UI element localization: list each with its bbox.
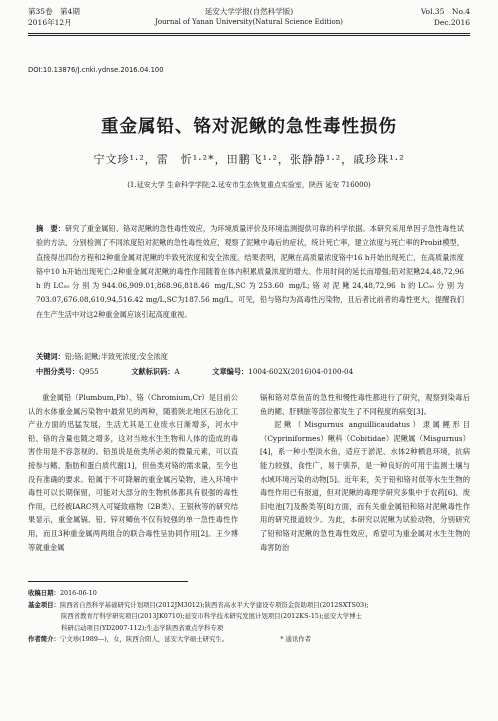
article-id-value: 1004-602X(2016)04-0100-04 [248, 367, 354, 376]
keywords-text: 铅;铬;泥鳅;半致死浓度;安全浓度 [64, 352, 168, 361]
body-column-right [260, 391, 470, 554]
clc-label: 中图分类号： [36, 367, 80, 376]
fund-line: 科研启动项目(YD2007-112);生态学陕西省重点学科专项 [61, 623, 224, 632]
header-rule-thin [28, 35, 470, 36]
classification-line [36, 367, 464, 377]
author-bio-label: 作者简介： [28, 635, 60, 643]
body-paragraph: 泥鳅（Misgurnus anguillicaudatus）隶属鲤形目（Cypriniformes）鳅科（Cobitidae）泥鳅属（Misgurnus）[4]，系一种小型淡水鱼，适应于淤泥、水体2种栖息环境，抗病能力较强，食性广，易于驯养，是一种良好的可用于监测土壤与水域环境污染的动物[5]。近年来，关于铅和铬对低等水生生物的毒性作用已有报道，但对泥鳅的毒理学研究多集中于农药[6]、废旧电池[7]及酚类等[8]方面，而有关重金属铅和铬对泥鳅毒性作用的研究报道较少。为此，本研究以泥鳅为试验动物，分别研究了铅和铬对泥鳅的急性毒性效应，希望可为重金属对水生生物的毒害防治 [260, 420, 470, 552]
footnote-rule [28, 581, 188, 582]
fund-line: 陕西省教育厅科学研究项目(2013JK0710);延安市科学技术研究发展计划项目(2012KS-15);延安大学博士 [61, 612, 362, 620]
body-paragraph: 镉和铬对草鱼苗的急性和慢性毒性都进行了研究，观察到染毒后鱼的鳃、肝胰脏等部位都发生了不同程度的病变[3]。 [260, 393, 470, 416]
doi: DOI:10.13876/J.cnki.ydnse.2016.04.100 [28, 66, 164, 74]
volume-issue-cn: 第35卷 第4期 [28, 7, 80, 16]
author-list: 宁文珍¹·²，雷 忻¹·²*，田鹏飞¹·²，张静静¹·²，戚珍珠¹·² [93, 153, 405, 166]
footnotes [28, 588, 470, 646]
fund-line: 陕西省自然科学基础研究计划项目(2012JM3012);陕西省高水平大学建设专项资金资助项目(2012SXTS03); [59, 600, 369, 609]
keywords [36, 352, 464, 362]
abstract-text: 研究了重金属铅、铬对泥鳅的急性毒性效应，为环境质量评价及环境监测提供可靠的科学依据。本研究采用单因子急性毒性试验的方法，分别检测了不同浓度铅对泥鳅的急性毒性效应，观察了泥鳅中毒后的症状，统计死亡率，建立浓度与死亡率的Probit模型，直接得出四份方程和2种重金属对泥鳅的半致死浓度和安全浓度。结果表明，泥鳅在高质量浓度铬中16 h开始出现死亡，在高质量浓度铬中10 h开始出现死亡;2种重金属对泥鳅的毒性作用随着在体内积累质量浓度的增大、作用时间的延长而增强;铅对泥鳅24,48,72,96 h的LC₅₀分别为944.06,909.01,868.96,818.46 mg/L,SC为253.60 mg/L;铬对泥鳅24,48,72,96 h的LC₅₀分别为703.07,676.08,610.94,516.42 mg/L,SC为187.56 mg/L。可见，铅与铬均为高毒性污染物，且后者比前者的毒性更大，提醒我们在生产生活中对这2种重金属应该引起高度重视。 [36, 224, 464, 319]
corresponding-author-note: * 通讯作者 [280, 635, 312, 643]
paper-title: 重金属铅、铬对泥鳅的急性毒性损伤 [101, 117, 397, 137]
date-cn: 2016年12月 [28, 18, 72, 27]
body-paragraph: 重金属铅（Plumbum,Pb）、铬（Chromium,Cr）是目前公认的水体重金属污染物中最常见的两种，随着陕北地区石油化工产业方面的迅猛发展，生活尤其是工业废水日渐增多，河水中铅、铬的含量也随之增多，这对当地水生生物和人体的造成的毒害作用是不容忽视的。铅虽说是鱼类所必须的微量元素，可以直接参与鳍、脂肪和蛋白质代谢[1]，但鱼类对铬的需求量，至今也没有准确的要求。铅属于不可降解的重金属污染物，进入环境中毒性可以长期保留，可能对大部分的生物机体都具有很强的毒性作用，已经被IARC列入可疑致癌物（2B类）。王银秋等的研究结果显示，重金属镉、铅、锌对鲫鱼不仅有较强的单一急性毒性作用，而且3种重金属两两组合的联合毒性呈协同作用[2]。王少博等就重金属 [28, 393, 238, 552]
abstract-label: 摘 要： [36, 224, 66, 233]
keywords-label: 关键词： [36, 352, 65, 361]
author-bio: 宁文珍(1989—)，女，陕西合阳人，延安大学硕士研究生。 [59, 635, 229, 643]
affiliation: (1.延安大学 生命科学学院;2.延安市生态恢复重点实验室，陕西 延安 716000) [127, 181, 371, 189]
received-date: 2016-06-10 [59, 589, 97, 597]
volume-issue-en: Vol.35 No.4 [420, 7, 470, 16]
journal-name-en: Journal of Yanan University(Natural Science Edition) [155, 18, 343, 26]
header-rule [28, 33, 470, 34]
article-id-label: 文章编号： [212, 367, 249, 376]
clc-value: Q955 [79, 367, 99, 376]
journal-name-cn: 延安大学学报(自然科学版) [204, 7, 294, 16]
date-en: Dec.2016 [433, 18, 470, 27]
fund-label: 基金项目： [28, 600, 60, 609]
received-label: 收稿日期： [28, 589, 60, 597]
page-header [0, 6, 498, 46]
abstract [36, 222, 464, 322]
doc-code-label: 文献标识码： [131, 367, 175, 376]
doc-code-value: A [174, 367, 180, 376]
body-column-left [28, 391, 238, 554]
